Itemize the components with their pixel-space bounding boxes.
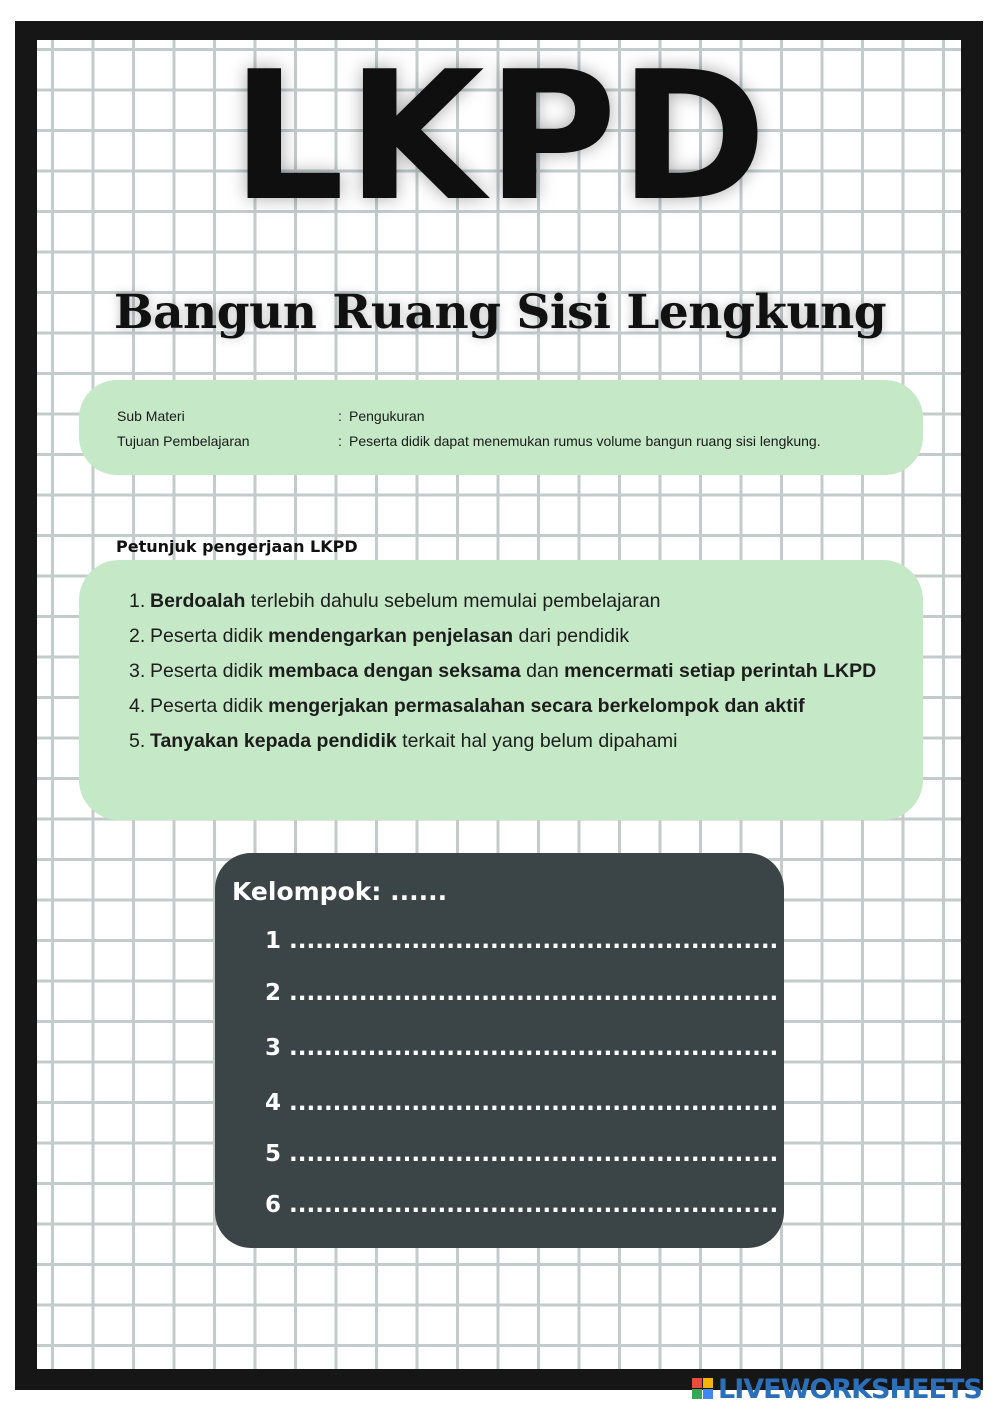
instruction-text: dan: [520, 660, 565, 682]
instruction-number: 1.: [129, 590, 146, 612]
member-fill-line[interactable]: ........................................................: [289, 928, 779, 954]
info-value: Pengukuran: [349, 408, 425, 424]
instructions-panel: [79, 560, 923, 820]
page-title: LKPD: [231, 33, 769, 240]
instruction-number: 3.: [129, 660, 146, 682]
member-row: [265, 1035, 778, 1061]
instruction-text: Peserta didik: [150, 660, 269, 682]
member-number: 6: [265, 1192, 282, 1218]
instruction-emphasis: mendengarkan penjelasan: [268, 625, 514, 647]
instruction-emphasis: mencermati setiap perintah LKPD: [564, 660, 877, 682]
info-panel: [79, 380, 923, 475]
instruction-emphasis: Berdoalah: [150, 590, 246, 612]
instruction-number: 2.: [129, 625, 146, 647]
member-fill-line[interactable]: ........................................................: [289, 1090, 779, 1116]
instruction-text: Peserta didik: [150, 695, 269, 717]
watermark: [692, 1374, 982, 1405]
member-row: [265, 1192, 778, 1218]
instruction-item: [129, 619, 876, 654]
member-number: 1: [265, 928, 282, 954]
instruction-item: [129, 689, 876, 724]
instruction-emphasis: Tanyakan kepada pendidik: [150, 730, 397, 752]
instruction-number: 4.: [129, 695, 146, 717]
instruction-emphasis: mengerjakan permasalahan secara berkelompok dan aktif: [268, 695, 805, 717]
liveworksheets-logo-icon: [692, 1378, 714, 1400]
member-fill-line[interactable]: ........................................................: [289, 1192, 779, 1218]
member-number: 5: [265, 1141, 282, 1167]
member-fill-line[interactable]: ........................................................: [289, 1035, 779, 1061]
info-separator: :: [338, 408, 342, 424]
member-fill-line[interactable]: ........................................................: [289, 980, 779, 1006]
member-row: [265, 980, 778, 1006]
member-fill-line[interactable]: ........................................................: [289, 1141, 779, 1167]
member-row: [265, 928, 778, 954]
member-number: 4: [265, 1090, 282, 1116]
watermark-text: LIVEWORKSHEETS: [718, 1374, 982, 1405]
instruction-text: Peserta didik: [150, 625, 269, 647]
instruction-number: 5.: [129, 730, 146, 752]
group-panel: [215, 853, 784, 1248]
instruction-item: [129, 654, 876, 689]
info-separator: :: [338, 433, 342, 449]
page-subtitle: Bangun Ruang Sisi Lengkung: [113, 285, 887, 340]
instruction-text: dari pendidik: [513, 625, 630, 647]
group-title: Kelompok: ......: [232, 877, 448, 906]
info-label: Sub Materi: [117, 408, 185, 424]
instruction-emphasis: membaca dengan seksama: [268, 660, 521, 682]
info-label: Tujuan Pembelajaran: [117, 433, 250, 449]
member-row: [265, 1090, 778, 1116]
instruction-item: [129, 584, 876, 619]
member-row: [265, 1141, 778, 1167]
member-number: 2: [265, 980, 282, 1006]
instruction-item: [129, 724, 876, 759]
member-number: 3: [265, 1035, 282, 1061]
instruction-text: terlebih dahulu sebelum memulai pembelajaran: [245, 590, 661, 612]
instructions-list: [129, 584, 876, 759]
instruction-text: terkait hal yang belum dipahami: [396, 730, 678, 752]
instructions-title: Petunjuk pengerjaan LKPD: [116, 537, 358, 556]
info-value: Peserta didik dapat menemukan rumus volume bangun ruang sisi lengkung.: [349, 433, 821, 449]
